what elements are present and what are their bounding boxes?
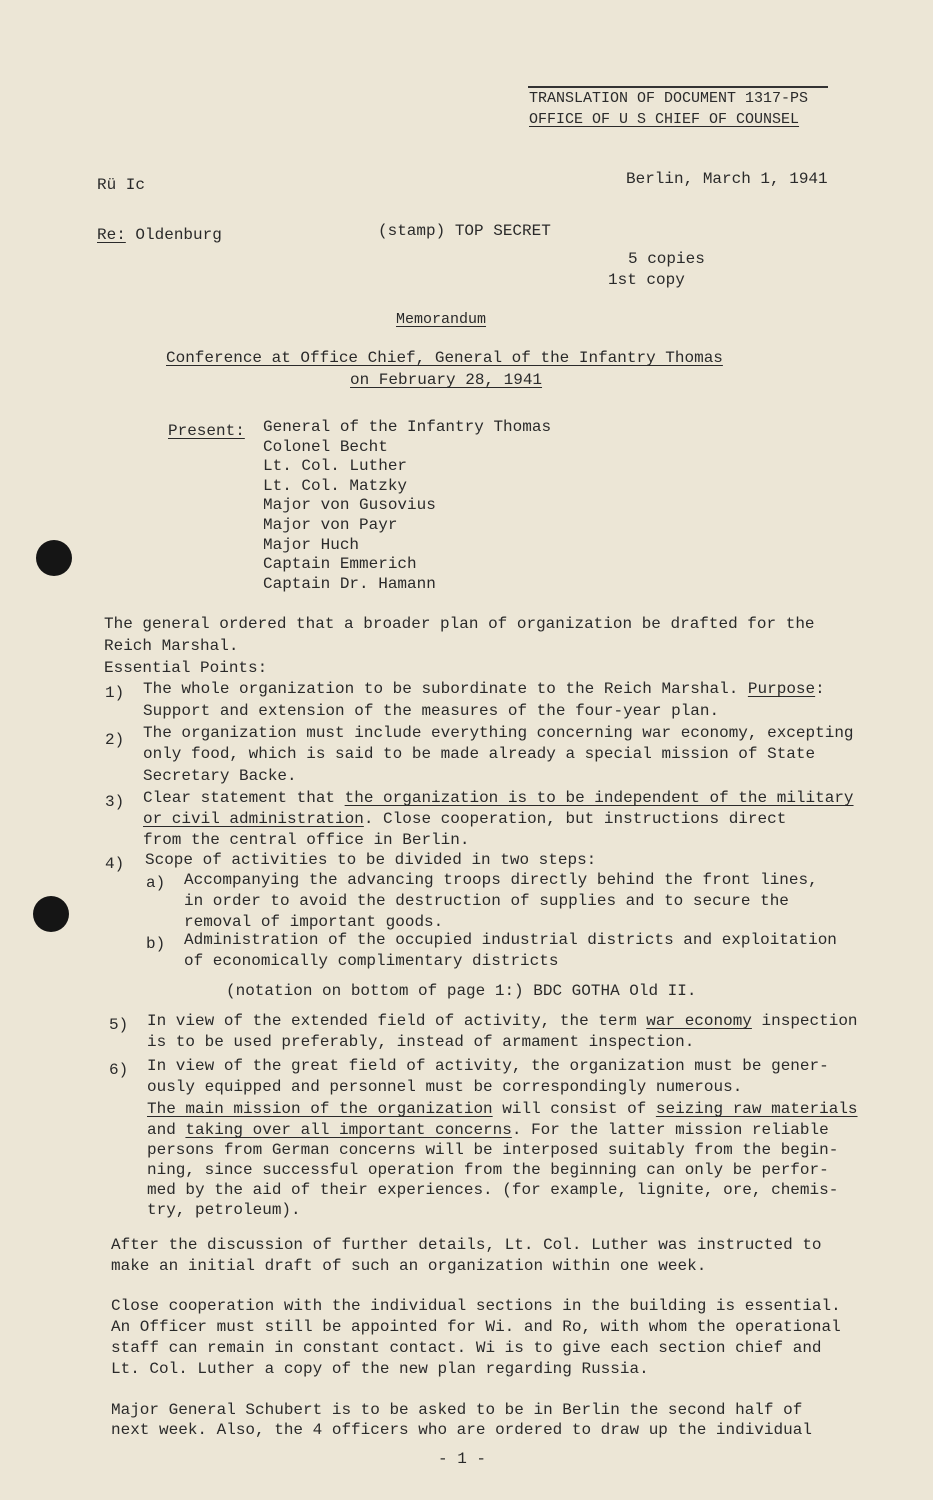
point-4a-line: Accompanying the advancing troops directly behind the front lines, [184, 871, 818, 889]
attendee: Lt. Col. Luther [263, 457, 408, 476]
point-number: 6) [109, 1061, 129, 1079]
paragraph-line: An Officer must still be appointed for Wi. and Ro, with whom the operational [111, 1318, 841, 1336]
point-2-line: Secretary Backe. [143, 767, 297, 785]
paragraph-line: Close cooperation with the individual sections in the building is essential. [111, 1297, 841, 1315]
attendee-list [263, 418, 551, 594]
point-1-line: The whole organization to be subordinate to the Reich Marshal. Purpose: [143, 680, 825, 698]
present-label: Present: [168, 422, 245, 440]
point-2-line: The organization must include everything concerning war economy, excepting [143, 724, 854, 742]
paragraph-line: make an initial draft of such an organization within one week. [111, 1257, 707, 1275]
subject-line: Re: Oldenburg [97, 226, 222, 244]
attendee: Lt. Col. Matzky [263, 476, 408, 495]
point-number: 2) [105, 731, 125, 749]
memo-title: Memorandum [396, 311, 487, 328]
point-number: 4) [105, 855, 125, 873]
point-4b-line: of economically complimentary districts [184, 952, 559, 970]
translation-header: TRANSLATION OF DOCUMENT 1317-PS OFFICE OF U S CHIEF OF COUNSEL [529, 90, 809, 128]
attendee: Major von Payr [263, 515, 398, 534]
point-6-line: The main mission of the organization will consist of seizing raw materials [147, 1100, 858, 1118]
point-1-line: Support and extension of the measures of the four-year plan. [143, 702, 720, 720]
point-4a-line: in order to avoid the destruction of supplies and to secure the [184, 892, 789, 910]
point-number: 3) [105, 793, 125, 811]
header-rule [528, 86, 828, 88]
point-number: 5) [109, 1016, 129, 1034]
punch-hole-top [36, 540, 72, 576]
point-4a-line: removal of important goods. [184, 913, 444, 931]
point-3-line: or civil administration. Close cooperation, but instructions direct [143, 810, 787, 828]
point-6-line: med by the aid of their experiences. (for example, lignite, ore, chemis- [147, 1181, 839, 1199]
point-6-line: and taking over all important concerns. For the latter mission reliable [147, 1121, 829, 1139]
document-date: Berlin, March 1, 1941 [626, 170, 828, 188]
point-6-line: In view of the great field of activity, the organization must be gener- [147, 1057, 829, 1075]
attendee: Major Huch [263, 535, 360, 554]
copies-count: 5 copies [628, 250, 705, 268]
point-3-line: from the central office in Berlin. [143, 831, 470, 849]
attendee: Major von Gusovius [263, 496, 436, 515]
point-5-line: is to be used preferably, instead of armament inspection. [147, 1033, 695, 1051]
reference-code: Rü Ic [97, 176, 146, 194]
point-6-line: try, petroleum). [147, 1201, 301, 1219]
point-2-line: only food, which is said to be made already a special mission of State [143, 745, 816, 763]
paragraph-line: After the discussion of further details, Lt. Col. Luther was instructed to [111, 1236, 822, 1254]
point-6-line: ously equipped and personnel must be correspondingly numerous. [147, 1078, 743, 1096]
paragraph-line: Major General Schubert is to be asked to be in Berlin the second half of [111, 1401, 803, 1419]
point-4b-line: Administration of the occupied industrial districts and exploitation [184, 931, 837, 949]
stamp-top-secret: (stamp) TOP SECRET [378, 222, 551, 240]
intro-line: The general ordered that a broader plan of organization be drafted for the [104, 615, 815, 633]
attendee: Captain Emmerich [263, 555, 417, 574]
essential-points-label: Essential Points: [104, 659, 268, 677]
paragraph-line: next week. Also, the 4 officers who are ordered to draw up the individual [111, 1421, 812, 1439]
sub-point-number: b) [146, 935, 166, 953]
attendee: General of the Infantry Thomas [263, 418, 552, 436]
attendee: Captain Dr. Hamann [263, 574, 436, 593]
conference-date: on February 28, 1941 [350, 371, 543, 389]
point-5-line: In view of the extended field of activity, the term war economy inspection [147, 1012, 858, 1030]
point-3-line: Clear statement that the organization is to be independent of the military [143, 789, 854, 807]
conference-title: Conference at Office Chief, General of the Infantry Thomas [166, 349, 723, 367]
sub-point-number: a) [146, 874, 166, 892]
paragraph-line: Lt. Col. Luther a copy of the new plan regarding Russia. [111, 1360, 649, 1378]
punch-hole-bottom [33, 896, 69, 932]
intro-line: Reich Marshal. [104, 637, 239, 655]
notation: (notation on bottom of page 1:) BDC GOTHA Old II. [226, 982, 697, 1000]
copy-number: 1st copy [608, 271, 685, 289]
point-6-line: persons from German concerns will be interposed suitably from the begin- [147, 1141, 839, 1159]
page-number: - 1 - [438, 1450, 487, 1468]
paragraph-line: staff can remain in constant contact. Wi is to give each section chief and [111, 1339, 822, 1357]
point-number: 1) [105, 684, 125, 702]
point-6-line: ning, since successful operation from the beginning can only be perfor- [147, 1161, 829, 1179]
point-4-line: Scope of activities to be divided in two steps: [145, 851, 597, 869]
attendee: Colonel Becht [263, 437, 388, 456]
